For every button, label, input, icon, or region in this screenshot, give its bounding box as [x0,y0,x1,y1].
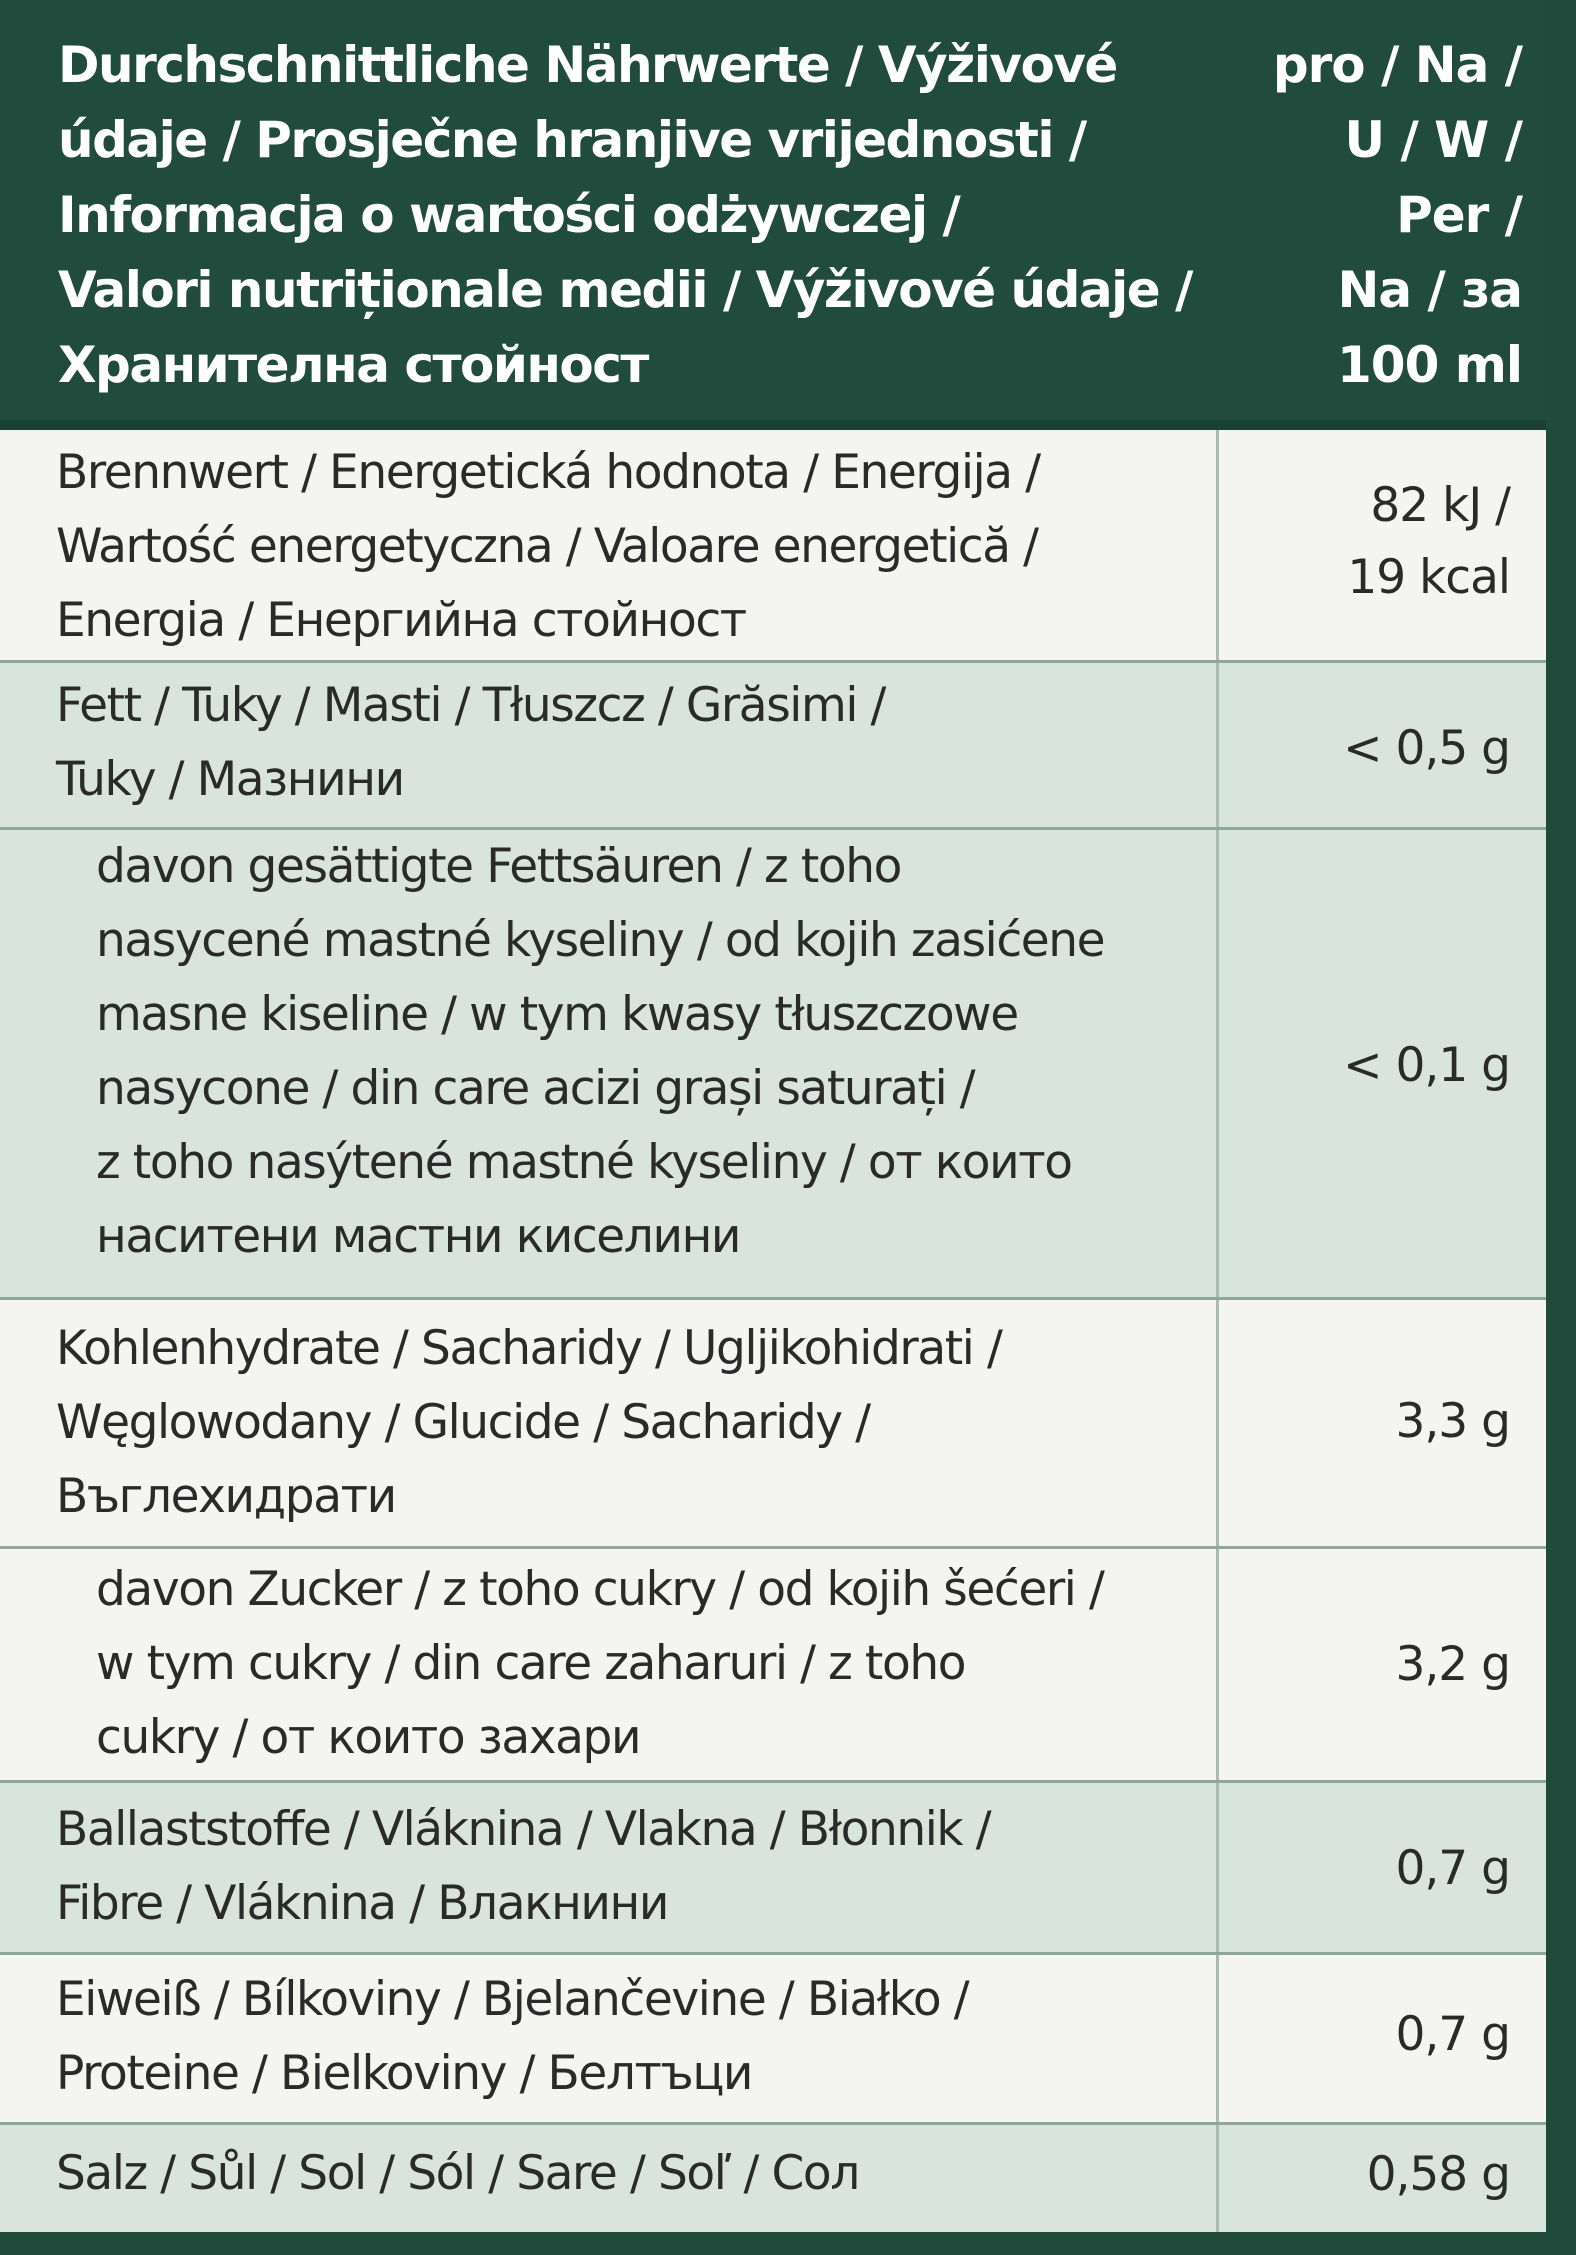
row-sugars [0,1549,1546,1783]
row-fat [0,663,1546,830]
row-sugars-label [96,1553,1236,1775]
row-carbohydrates-value [1190,1386,1510,1458]
value-line: 3,2 g [1395,1637,1510,1692]
row-energy-value [1190,470,1510,614]
label-line: w tym cukry / din care zaharuri / z toho [96,1636,966,1691]
value-line: 0,7 g [1395,1841,1510,1896]
row-energy-label [56,436,1196,658]
label-line: masne kiseline / w tym kwasy tłuszczowe [96,987,1018,1042]
header-title-line: Informacja o wartości odżywczej / [58,186,960,244]
header-title-line: Valori nutriționale medii / Výživové údaje / [58,261,1192,319]
header-per-line: 100 ml [1336,336,1522,394]
header-title-line: Хранителна стойност [58,336,648,394]
label-line: Proteine / Bielkoviny / Белтъци [56,2046,753,2101]
label-line: Kohlenhydrate / Sacharidy / Ugljikohidrati / [56,1321,1002,1376]
label-line: Ballaststoffe / Vláknina / Vlakna / Błonnik / [56,1802,991,1857]
value-line: < 0,5 g [1343,721,1510,776]
label-line: Brennwert / Energetická hodnota / Energija / [56,445,1040,500]
header-per-line: Per / [1396,186,1522,244]
row-fibre [0,1783,1546,1955]
header-title-line: Durchschnittliche Nährwerte / Výživové [58,36,1117,94]
row-fat-label [56,669,1196,817]
label-line: davon Zucker / z toho cukry / od kojih šećeri / [96,1562,1104,1617]
label-line: z toho nasýtené mastné kyseliny / от които [96,1135,1072,1190]
row-salt-value [1190,2139,1510,2211]
label-line: Tuky / Мазнини [56,752,404,807]
row-fibre-value [1190,1833,1510,1905]
label-line: Wartość energetyczna / Valoare energetică / [56,519,1038,574]
label-line: Въглехидрати [56,1469,396,1524]
label-line: nasycone / din care acizi grași saturați / [96,1061,975,1116]
row-carbohydrates-label [56,1312,1196,1534]
row-saturated-fat-value [1190,1030,1510,1102]
header-title [58,28,1208,403]
header-per-unit [1222,28,1522,403]
header-title-line: údaje / Prosječne hranjive vrijednosti / [58,111,1086,169]
value-line: 3,3 g [1395,1394,1510,1449]
label-line: cukry / от които захари [96,1710,641,1765]
row-protein-value [1190,1999,1510,2071]
header-per-line: pro / Na / [1272,36,1522,94]
label-line: наситени мастни киселини [96,1209,741,1264]
row-fibre-label [56,1793,1196,1941]
value-line: 19 kcal [1347,550,1510,605]
label-line: Salz / Sůl / Sol / Sól / Sare / Soľ / Сол [56,2146,859,2201]
label-line: Energia / Енергийна стойност [56,593,746,648]
row-fat-value [1190,713,1510,785]
value-line: 0,58 g [1366,2147,1510,2202]
header-per-line: Na / за [1337,261,1522,319]
row-energy [0,430,1546,663]
row-protein-label [56,1963,1196,2111]
header-per-line: U / W / [1344,111,1522,169]
row-saturated-fat-label [96,830,1236,1274]
label-line: Fibre / Vláknina / Влакнини [56,1876,669,1931]
value-line: < 0,1 g [1343,1038,1510,1093]
row-salt [0,2125,1546,2232]
label-line: nasycené mastné kyseliny / od kojih zasićene [96,913,1105,968]
label-line: davon gesättigte Fettsäuren / z toho [96,839,901,894]
row-protein [0,1955,1546,2125]
label-line: Fett / Tuky / Masti / Tłuszcz / Grăsimi / [56,678,885,733]
label-line: Eiweiß / Bílkoviny / Bjelančevine / Białko / [56,1972,969,2027]
value-line: 0,7 g [1395,2007,1510,2062]
row-sugars-value [1190,1629,1510,1701]
row-salt-label [56,2137,1196,2211]
label-line: Węglowodany / Glucide / Sacharidy / [56,1395,870,1450]
table-header [0,0,1546,430]
row-saturated-fat [0,830,1546,1300]
value-line: 82 kJ / [1370,478,1510,533]
row-carbohydrates [0,1300,1546,1549]
header-divider [0,420,1546,430]
